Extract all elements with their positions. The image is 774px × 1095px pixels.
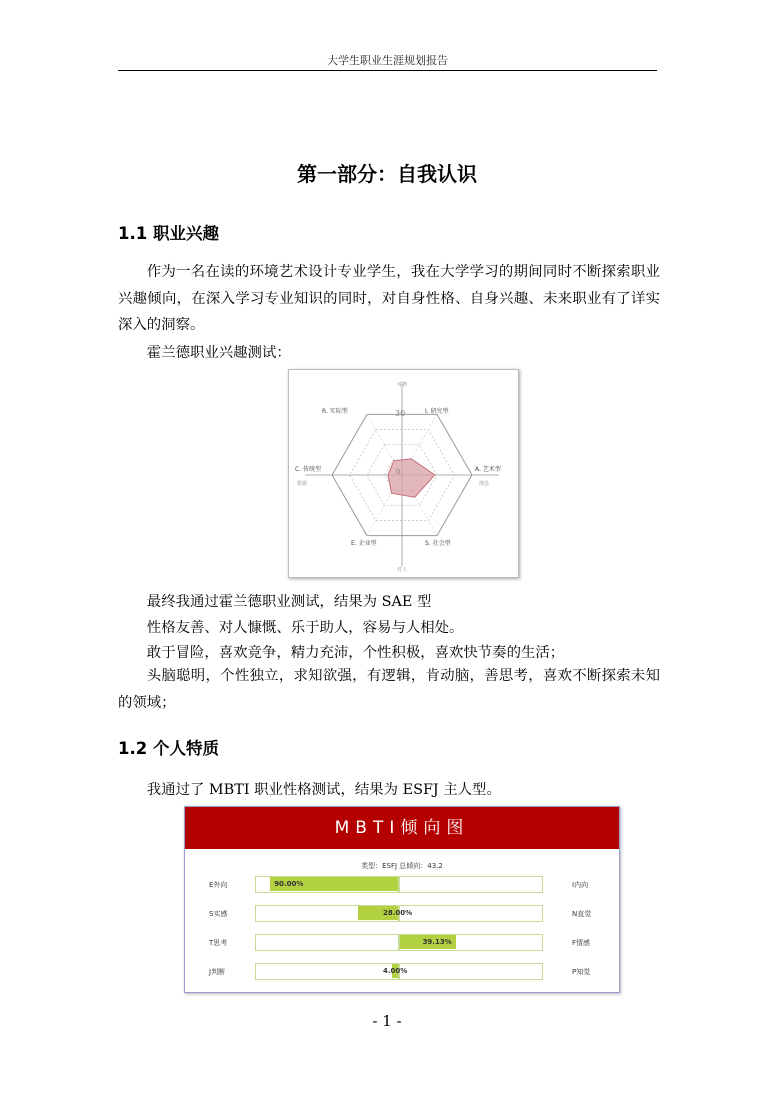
mbti-chart [184,806,620,993]
axis-label-right: 理念 [479,481,490,487]
mbti-bar-value: 90.00% [274,880,304,888]
mbti-right-label: P知觉 [572,968,591,976]
scale-max-label: 30 [395,409,406,418]
mbti-left-label: S实感 [209,910,228,918]
axis-label-left: 数据 [297,481,308,487]
page-number: - 1 - [372,1012,402,1030]
mbti-bar-right-half [399,963,543,980]
axis-label-top: 对物 [396,382,408,388]
radar-label-s: S. 社会型 [425,540,451,547]
mbti-left-label: J判断 [209,968,226,976]
mbti-bar-track [255,963,541,980]
mbti-bar-track [255,934,541,951]
mbti-chart-subtitle: 类型：ESFJ 总倾向：43.2 [361,862,443,870]
header-rule [118,70,657,71]
scale-zero-label: 0 [396,468,401,476]
mbti-intro: 我通过了 MBTI 职业性格测试，结果为 ESFJ 主人型。 [146,782,501,798]
running-header: 大学生职业生涯规划报告 [327,54,448,67]
mbti-right-label: F情感 [572,939,591,947]
mbti-bar-value: 28.00% [383,909,413,917]
radar-label-c: C. 传统型 [295,466,322,473]
radar-svg [289,370,518,577]
mbti-right-label: I内向 [572,881,589,889]
radar-label-a: A. 艺术型 [475,466,501,473]
axis-label-bottom: 对人 [396,567,408,573]
mbti-right-label: N直觉 [572,910,592,918]
result-paragraph: 头脑聪明，个性独立，求知欲强，有逻辑，肯动脑，善思考，喜欢不断探索未知的领域； [118,668,660,711]
intro-paragraph: 作为一名在读的环境艺术设计专业学生，我在大学学习的期间同时不断探索职业兴趣倾向，在深入学习专业知识的同时，对自身性格、自身兴趣、未来职业有了详实深入的洞察。 [118,264,660,333]
radar-label-e: E. 企业型 [351,540,377,547]
mbti-bar-right-half [399,905,543,922]
mbti-bar-track [255,876,541,893]
mbti-bar-left-half [255,934,399,951]
mbti-bar-right-half [399,876,543,893]
page-title: 第一部分：自我认识 [297,162,477,186]
mbti-left-label: E外向 [209,881,228,889]
radar-label-i: I. 研究型 [425,408,449,415]
mbti-bar-value: 39.13% [422,938,452,946]
mbti-bar-track [255,905,541,922]
mbti-bar-left-half [255,963,399,980]
radar-label-r: R. 实际型 [322,408,348,415]
mbti-bar-value: 4.00% [383,967,408,975]
holland-radar-chart [288,369,519,578]
holland-test-label: 霍兰德职业兴趣测试： [146,345,291,361]
result-line-1: 最终我通过霍兰德职业测试，结果为 SAE 型 [146,594,432,610]
result-line-2: 性格友善、对人慷慨、乐于助人，容易与人相处。 [146,620,464,636]
section-heading-1-1: 1.1 职业兴趣 [118,224,219,243]
section-heading-1-2: 1.2 个人特质 [118,739,219,758]
result-line-3: 敢于冒险，喜欢竞争，精力充沛，个性积极，喜欢快节奏的生活； [146,645,565,661]
mbti-left-label: T思考 [209,939,228,947]
mbti-chart-title: MBTI倾向图 [185,807,619,849]
